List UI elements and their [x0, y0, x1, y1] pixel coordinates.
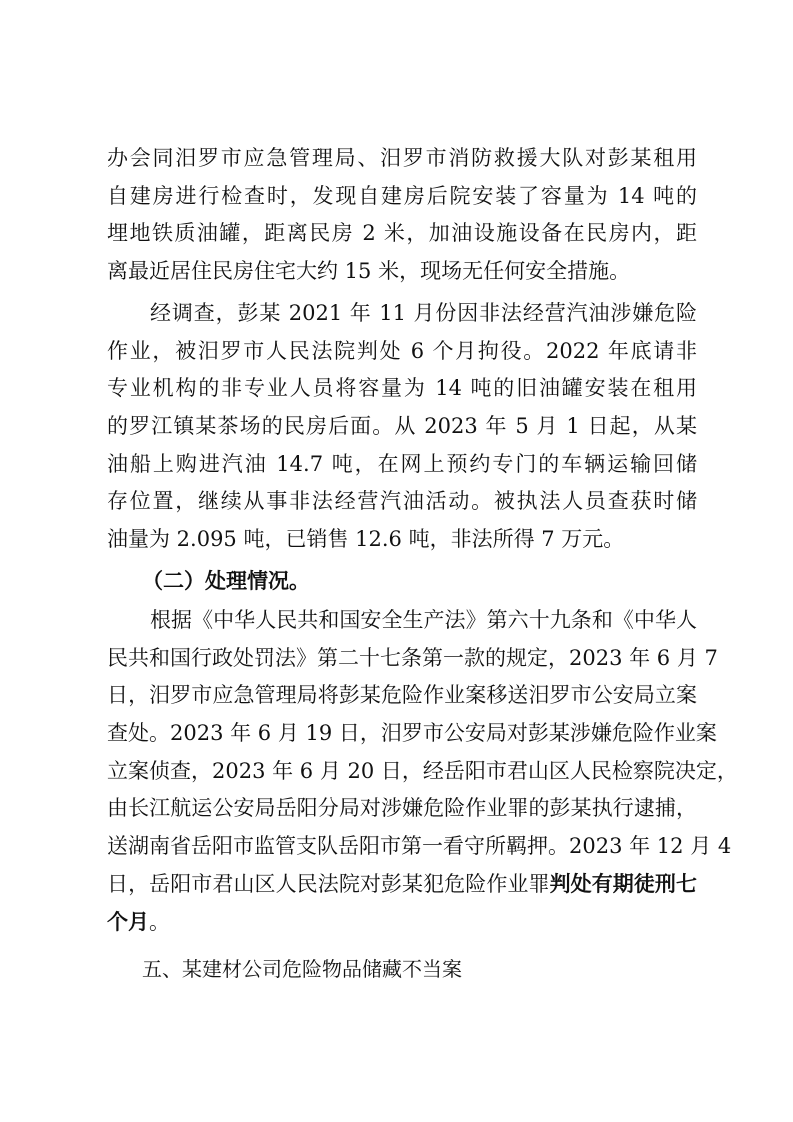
text-line: 自建房进行检查时，发现自建房后院安装了容量为 14 吨的 [107, 183, 697, 208]
paragraph-3 [107, 602, 738, 941]
text-line: 办会同汨罗市应急管理局、汨罗市消防救援大队对彭某租用 [107, 146, 697, 170]
text-line [107, 866, 697, 904]
paragraph-2 [107, 295, 697, 559]
text-line: 存位置，继续从事非法经营汽油活动。被执法人员查获时储 [107, 489, 697, 514]
text-line: 的罗江镇某茶场的民房后面。从 2023 年 5 月 1 日起，从某 [107, 414, 697, 439]
sentence-emphasis: 判处有期徒刑七 [549, 871, 698, 896]
text-line: 送湖南省岳阳市监管支队岳阳市第一看守所羁押。2023 年 12 月 4 [107, 834, 732, 859]
text-line: 离最近居住民房住宅大约 15 米，现场无任何安全措施。 [107, 259, 631, 284]
paragraph-1 [107, 140, 697, 291]
text-line: 日，汨罗市应急管理局将彭某危险作业案移送汨罗市公安局立案 [107, 683, 697, 708]
text-line: 油船上购进汽油 14.7 吨，在网上预约专门的车辆运输回储 [107, 451, 697, 476]
text-line: 民共和国行政处罚法》第二十七条第一款的规定，2023 年 6 月 7 [107, 645, 718, 670]
sentence-emphasis: 个月 [107, 909, 149, 934]
sentence-end: 。 [149, 909, 170, 934]
section-heading: 五、某建材公司危险物品储藏不当案 [142, 957, 462, 981]
text-line: 查处。2023 年 6 月 19 日，汨罗市公安局对彭某涉嫌危险作业案 [107, 721, 717, 746]
text-line [107, 904, 697, 942]
text-line: 作业，被汨罗市人民法院判处 6 个月拘役。2022 年底请非 [107, 338, 697, 363]
text-line: 专业机构的非专业人员将容量为 14 吨的旧油罐安装在租用 [107, 376, 697, 401]
text-line: 由长江航运公安局岳阳分局对涉嫌危险作业罪的彭某执行逮捕， [107, 796, 697, 821]
text-line: 根据《中华人民共和国安全生产法》第六十九条和《中华人 [150, 608, 697, 632]
text-line: 立案侦查，2023 年 6 月 20 日，经岳阳市君山区人民检察院决定， [107, 758, 738, 783]
text-line: 经调查，彭某 2021 年 11 月份因非法经营汽油涉嫌危险 [150, 301, 697, 325]
text-line: 油量为 2.095 吨，已销售 12.6 吨，非法所得 7 万元。 [107, 527, 625, 552]
text-line: 埋地铁质油罐，距离民房 2 米，加油设施设备在民房内，距 [107, 221, 697, 246]
section-heading-block [107, 951, 697, 989]
subheading-handling [107, 563, 697, 601]
subheading: （二）处理情况。 [142, 569, 310, 593]
verdict-text: 日，岳阳市君山区人民法院对彭某犯危险作业罪 [107, 871, 550, 896]
